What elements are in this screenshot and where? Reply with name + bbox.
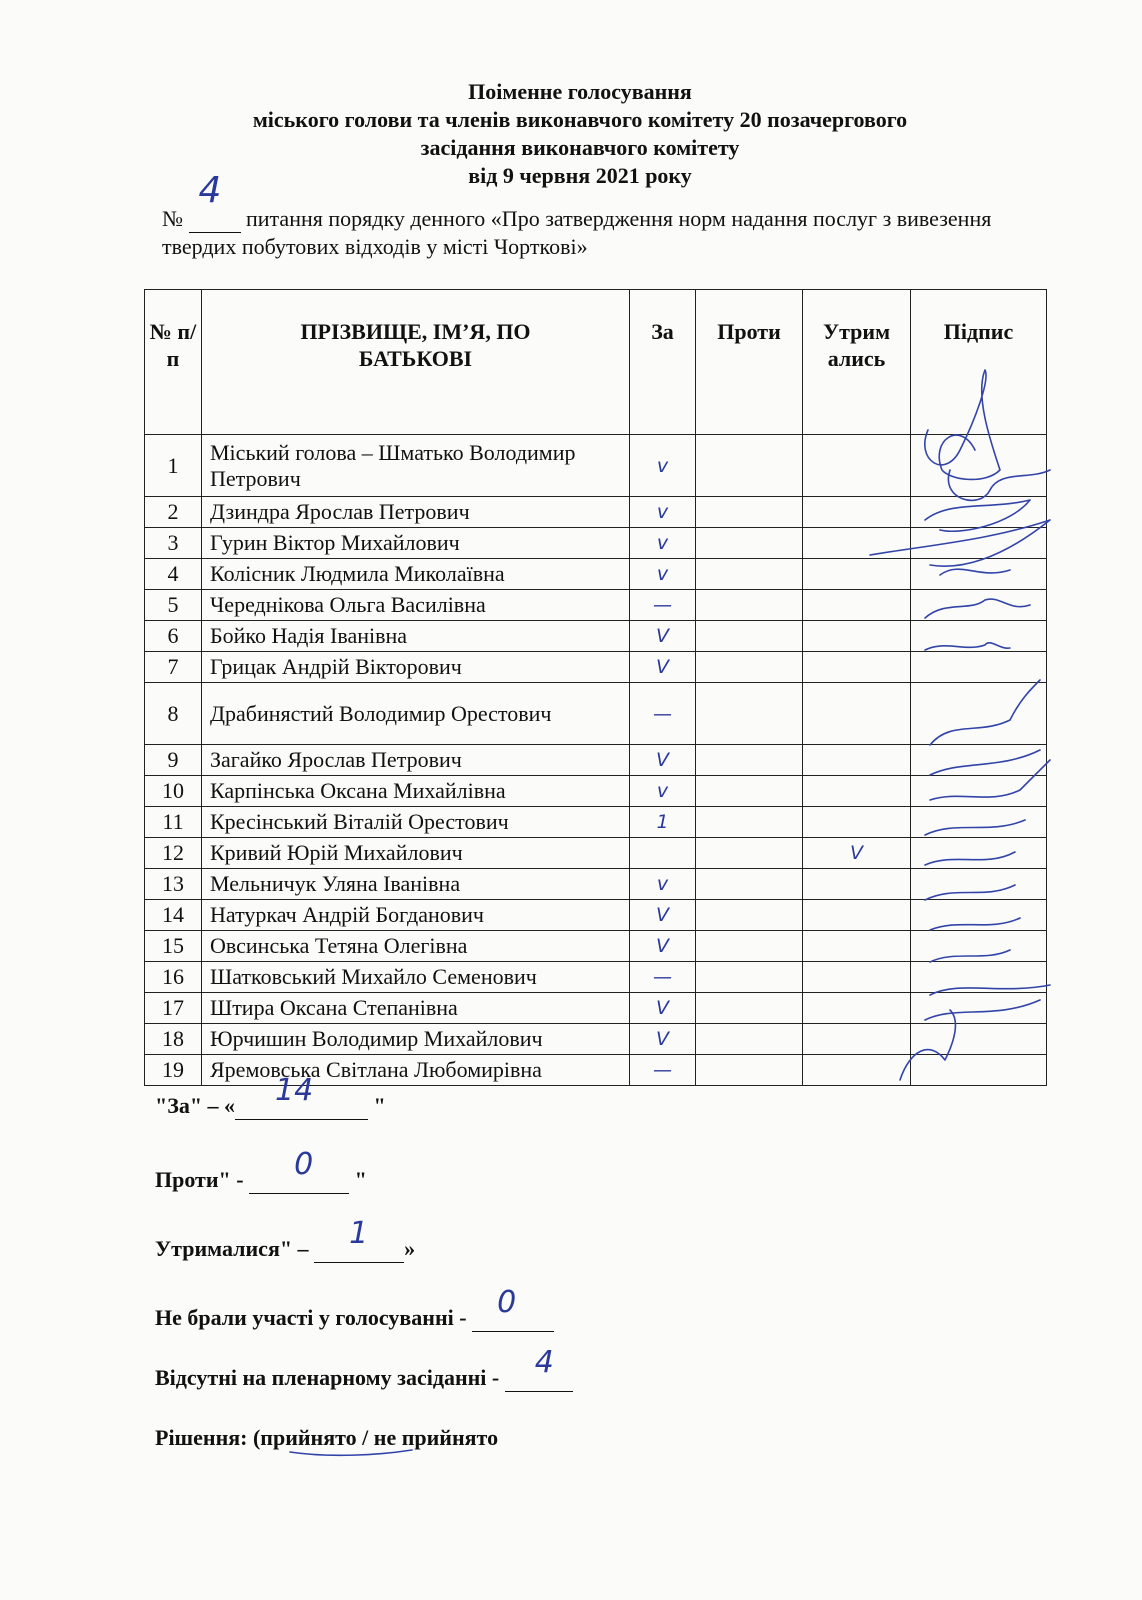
table-row <box>145 807 1047 838</box>
vote-for-mark: 1 <box>630 807 696 838</box>
member-name: Драбинястий Володимир Орестович <box>202 683 630 745</box>
table-row <box>145 559 1047 590</box>
table-row <box>145 621 1047 652</box>
vote-abstained-mark <box>803 776 911 807</box>
member-name: Мельничук Уляна Іванівна <box>202 869 630 900</box>
signature-cell <box>911 528 1047 559</box>
vote-abstained-mark <box>803 590 911 621</box>
header-for: За <box>630 290 696 435</box>
vote-against-mark <box>696 683 803 745</box>
vote-against-mark <box>696 621 803 652</box>
member-name: Кривий Юрій Михайлович <box>202 838 630 869</box>
member-name: Колісник Людмила Миколаївна <box>202 559 630 590</box>
row-number: 10 <box>145 776 202 807</box>
table-row <box>145 900 1047 931</box>
vote-abstained-mark <box>803 621 911 652</box>
summary-abstained-value: 1 <box>349 1216 369 1251</box>
row-number: 13 <box>145 869 202 900</box>
row-number: 2 <box>145 497 202 528</box>
signature-cell <box>911 962 1047 993</box>
title-line-2: міського голови та членів виконавчого комітету 20 позачергового <box>252 107 908 132</box>
table-row <box>145 776 1047 807</box>
signature-cell <box>911 900 1047 931</box>
vote-against-mark <box>696 528 803 559</box>
vote-abstained-mark <box>803 1055 911 1086</box>
row-number: 4 <box>145 559 202 590</box>
vote-against-mark <box>696 1024 803 1055</box>
vote-against-mark <box>696 776 803 807</box>
row-number: 8 <box>145 683 202 745</box>
vote-against-mark <box>696 590 803 621</box>
vote-for-mark: V <box>630 1024 696 1055</box>
signature-cell <box>911 776 1047 807</box>
header-name: ПРІЗВИЩЕ, ІМ’Я, ПО БАТЬКОВІ <box>202 290 630 435</box>
vote-abstained-mark <box>803 528 911 559</box>
voting-table <box>144 289 1047 1086</box>
member-name: Карпінська Оксана Михайлівна <box>202 776 630 807</box>
summary-absent-blank <box>505 1345 573 1392</box>
summary-not-voted-label: Не брали участі у голосуванні - <box>155 1305 473 1330</box>
table-row <box>145 931 1047 962</box>
summary-against <box>155 1147 367 1194</box>
vote-against-mark <box>696 435 803 497</box>
table-row <box>145 745 1047 776</box>
summary-abstained-close: » <box>404 1236 416 1261</box>
vote-abstained-mark: V <box>803 838 911 869</box>
signature-cell <box>911 1055 1047 1086</box>
summary-against-label: Проти" - <box>155 1167 250 1192</box>
vote-against-mark <box>696 993 803 1024</box>
member-name: Дзиндра Ярослав Петрович <box>202 497 630 528</box>
signature-cell <box>911 621 1047 652</box>
row-number: 17 <box>145 993 202 1024</box>
title-line-1: Поіменне голосування <box>468 79 692 104</box>
header-abstained: Утрим ались <box>803 290 911 435</box>
signature-cell <box>911 652 1047 683</box>
vote-abstained-mark <box>803 869 911 900</box>
signature-cell <box>911 807 1047 838</box>
vote-for-mark: — <box>630 683 696 745</box>
vote-for-mark: V <box>630 900 696 931</box>
summary-absent <box>155 1345 573 1392</box>
member-name: Кресінський Віталій Орестович <box>202 807 630 838</box>
vote-against-mark <box>696 745 803 776</box>
row-number: 16 <box>145 962 202 993</box>
member-name: Юрчишин Володимир Михайлович <box>202 1024 630 1055</box>
row-number: 3 <box>145 528 202 559</box>
summary-against-close: " <box>349 1167 367 1192</box>
summary-against-blank <box>249 1147 349 1194</box>
summary-decision-label: Рішення: (прийнято / не прийнято <box>155 1425 499 1450</box>
row-number: 9 <box>145 745 202 776</box>
signature-cell <box>911 869 1047 900</box>
member-name: Штира Оксана Степанівна <box>202 993 630 1024</box>
table-row <box>145 838 1047 869</box>
vote-for-mark: V <box>630 621 696 652</box>
summary-abstained-blank <box>314 1216 404 1263</box>
row-number: 6 <box>145 621 202 652</box>
signature-cell <box>911 559 1047 590</box>
row-number: 7 <box>145 652 202 683</box>
summary-for-label: "За" – « <box>155 1093 236 1118</box>
row-number: 5 <box>145 590 202 621</box>
vote-for-mark: V <box>630 652 696 683</box>
row-number: 18 <box>145 1024 202 1055</box>
vote-abstained-mark <box>803 745 911 776</box>
summary-absent-label: Відсутні на пленарному засіданні - <box>155 1365 505 1390</box>
table-row <box>145 683 1047 745</box>
member-name: Шатковський Михайло Семенович <box>202 962 630 993</box>
table-row <box>145 497 1047 528</box>
vote-for-mark: v <box>630 435 696 497</box>
summary-not-voted <box>155 1285 554 1332</box>
summary-against-value: 0 <box>294 1147 314 1182</box>
vote-for-mark <box>630 838 696 869</box>
member-name: Натуркач Андрій Богданович <box>202 900 630 931</box>
vote-abstained-mark <box>803 683 911 745</box>
member-name: Міський голова – Шматько Володимир Петрович <box>202 435 630 497</box>
vote-for-mark: v <box>630 497 696 528</box>
table-row <box>145 962 1047 993</box>
member-name: Яремовська Світлана Любомирівна <box>202 1055 630 1086</box>
member-name: Загайко Ярослав Петрович <box>202 745 630 776</box>
vote-for-mark: — <box>630 962 696 993</box>
signature-cell <box>911 745 1047 776</box>
member-name: Гурин Віктор Михайлович <box>202 528 630 559</box>
summary-for-blank <box>235 1073 368 1120</box>
vote-abstained-mark <box>803 497 911 528</box>
table-row <box>145 869 1047 900</box>
row-number: 14 <box>145 900 202 931</box>
summary-not-voted-blank <box>472 1285 554 1332</box>
vote-abstained-mark <box>803 1024 911 1055</box>
signature-cell <box>911 590 1047 621</box>
vote-for-mark: V <box>630 931 696 962</box>
header-num: № п/п <box>145 290 202 435</box>
member-name: Грицак Андрій Вікторович <box>202 652 630 683</box>
vote-abstained-mark <box>803 931 911 962</box>
question-number-prefix: № <box>162 206 183 231</box>
row-number: 12 <box>145 838 202 869</box>
title-line-4: від 9 червня 2021 року <box>468 163 692 188</box>
signature-cell <box>911 1024 1047 1055</box>
table-body <box>145 435 1047 1086</box>
table-row <box>145 1024 1047 1055</box>
vote-for-mark: V <box>630 745 696 776</box>
vote-abstained-mark <box>803 652 911 683</box>
question-number-blank <box>189 170 241 233</box>
vote-against-mark <box>696 652 803 683</box>
vote-for-mark: — <box>630 590 696 621</box>
summary-abstained <box>155 1216 416 1263</box>
vote-against-mark <box>696 497 803 528</box>
table-row <box>145 993 1047 1024</box>
header-signature: Підпис <box>911 290 1047 435</box>
member-name: Овсинська Тетяна Олегівна <box>202 931 630 962</box>
header-against: Проти <box>696 290 803 435</box>
document-title <box>150 78 1010 190</box>
vote-abstained-mark <box>803 900 911 931</box>
vote-for-mark: — <box>630 1055 696 1086</box>
vote-against-mark <box>696 559 803 590</box>
table-row <box>145 652 1047 683</box>
row-number: 11 <box>145 807 202 838</box>
table-row <box>145 435 1047 497</box>
member-name: Череднікова Ольга Василівна <box>202 590 630 621</box>
table-row <box>145 590 1047 621</box>
vote-against-mark <box>696 931 803 962</box>
summary-absent-value: 4 <box>534 1345 554 1380</box>
summary-decision <box>155 1425 498 1451</box>
table-header-row <box>145 290 1047 435</box>
row-number: 19 <box>145 1055 202 1086</box>
summary-for <box>155 1073 386 1120</box>
summary-for-close: " <box>368 1093 386 1118</box>
summary-for-value: 14 <box>275 1073 314 1108</box>
vote-for-mark: v <box>630 559 696 590</box>
signature-cell <box>911 993 1047 1024</box>
vote-against-mark <box>696 869 803 900</box>
vote-for-mark: v <box>630 528 696 559</box>
vote-against-mark <box>696 838 803 869</box>
row-number: 1 <box>145 435 202 497</box>
member-name: Бойко Надія Іванівна <box>202 621 630 652</box>
vote-against-mark <box>696 962 803 993</box>
summary-not-voted-value: 0 <box>497 1285 517 1320</box>
vote-abstained-mark <box>803 559 911 590</box>
summary-abstained-label: Утрималися" – <box>155 1236 315 1261</box>
question-text: питання порядку денного «Про затвердження норм надання послуг з вивезення твердих побутових відходів у місті Чорткові» <box>162 206 992 259</box>
vote-for-mark: v <box>630 869 696 900</box>
vote-abstained-mark <box>803 962 911 993</box>
signature-cell <box>911 931 1047 962</box>
signature-cell <box>911 497 1047 528</box>
title-line-3: засідання виконавчого комітету <box>420 135 740 160</box>
vote-for-mark: v <box>630 776 696 807</box>
signature-cell <box>911 435 1047 497</box>
vote-abstained-mark <box>803 993 911 1024</box>
vote-abstained-mark <box>803 435 911 497</box>
vote-for-mark: V <box>630 993 696 1024</box>
signature-cell <box>911 683 1047 745</box>
vote-abstained-mark <box>803 807 911 838</box>
table-row <box>145 528 1047 559</box>
vote-against-mark <box>696 1055 803 1086</box>
vote-against-mark <box>696 807 803 838</box>
vote-against-mark <box>696 900 803 931</box>
signature-cell <box>911 838 1047 869</box>
row-number: 15 <box>145 931 202 962</box>
question-number-handwritten: 4 <box>198 170 222 211</box>
